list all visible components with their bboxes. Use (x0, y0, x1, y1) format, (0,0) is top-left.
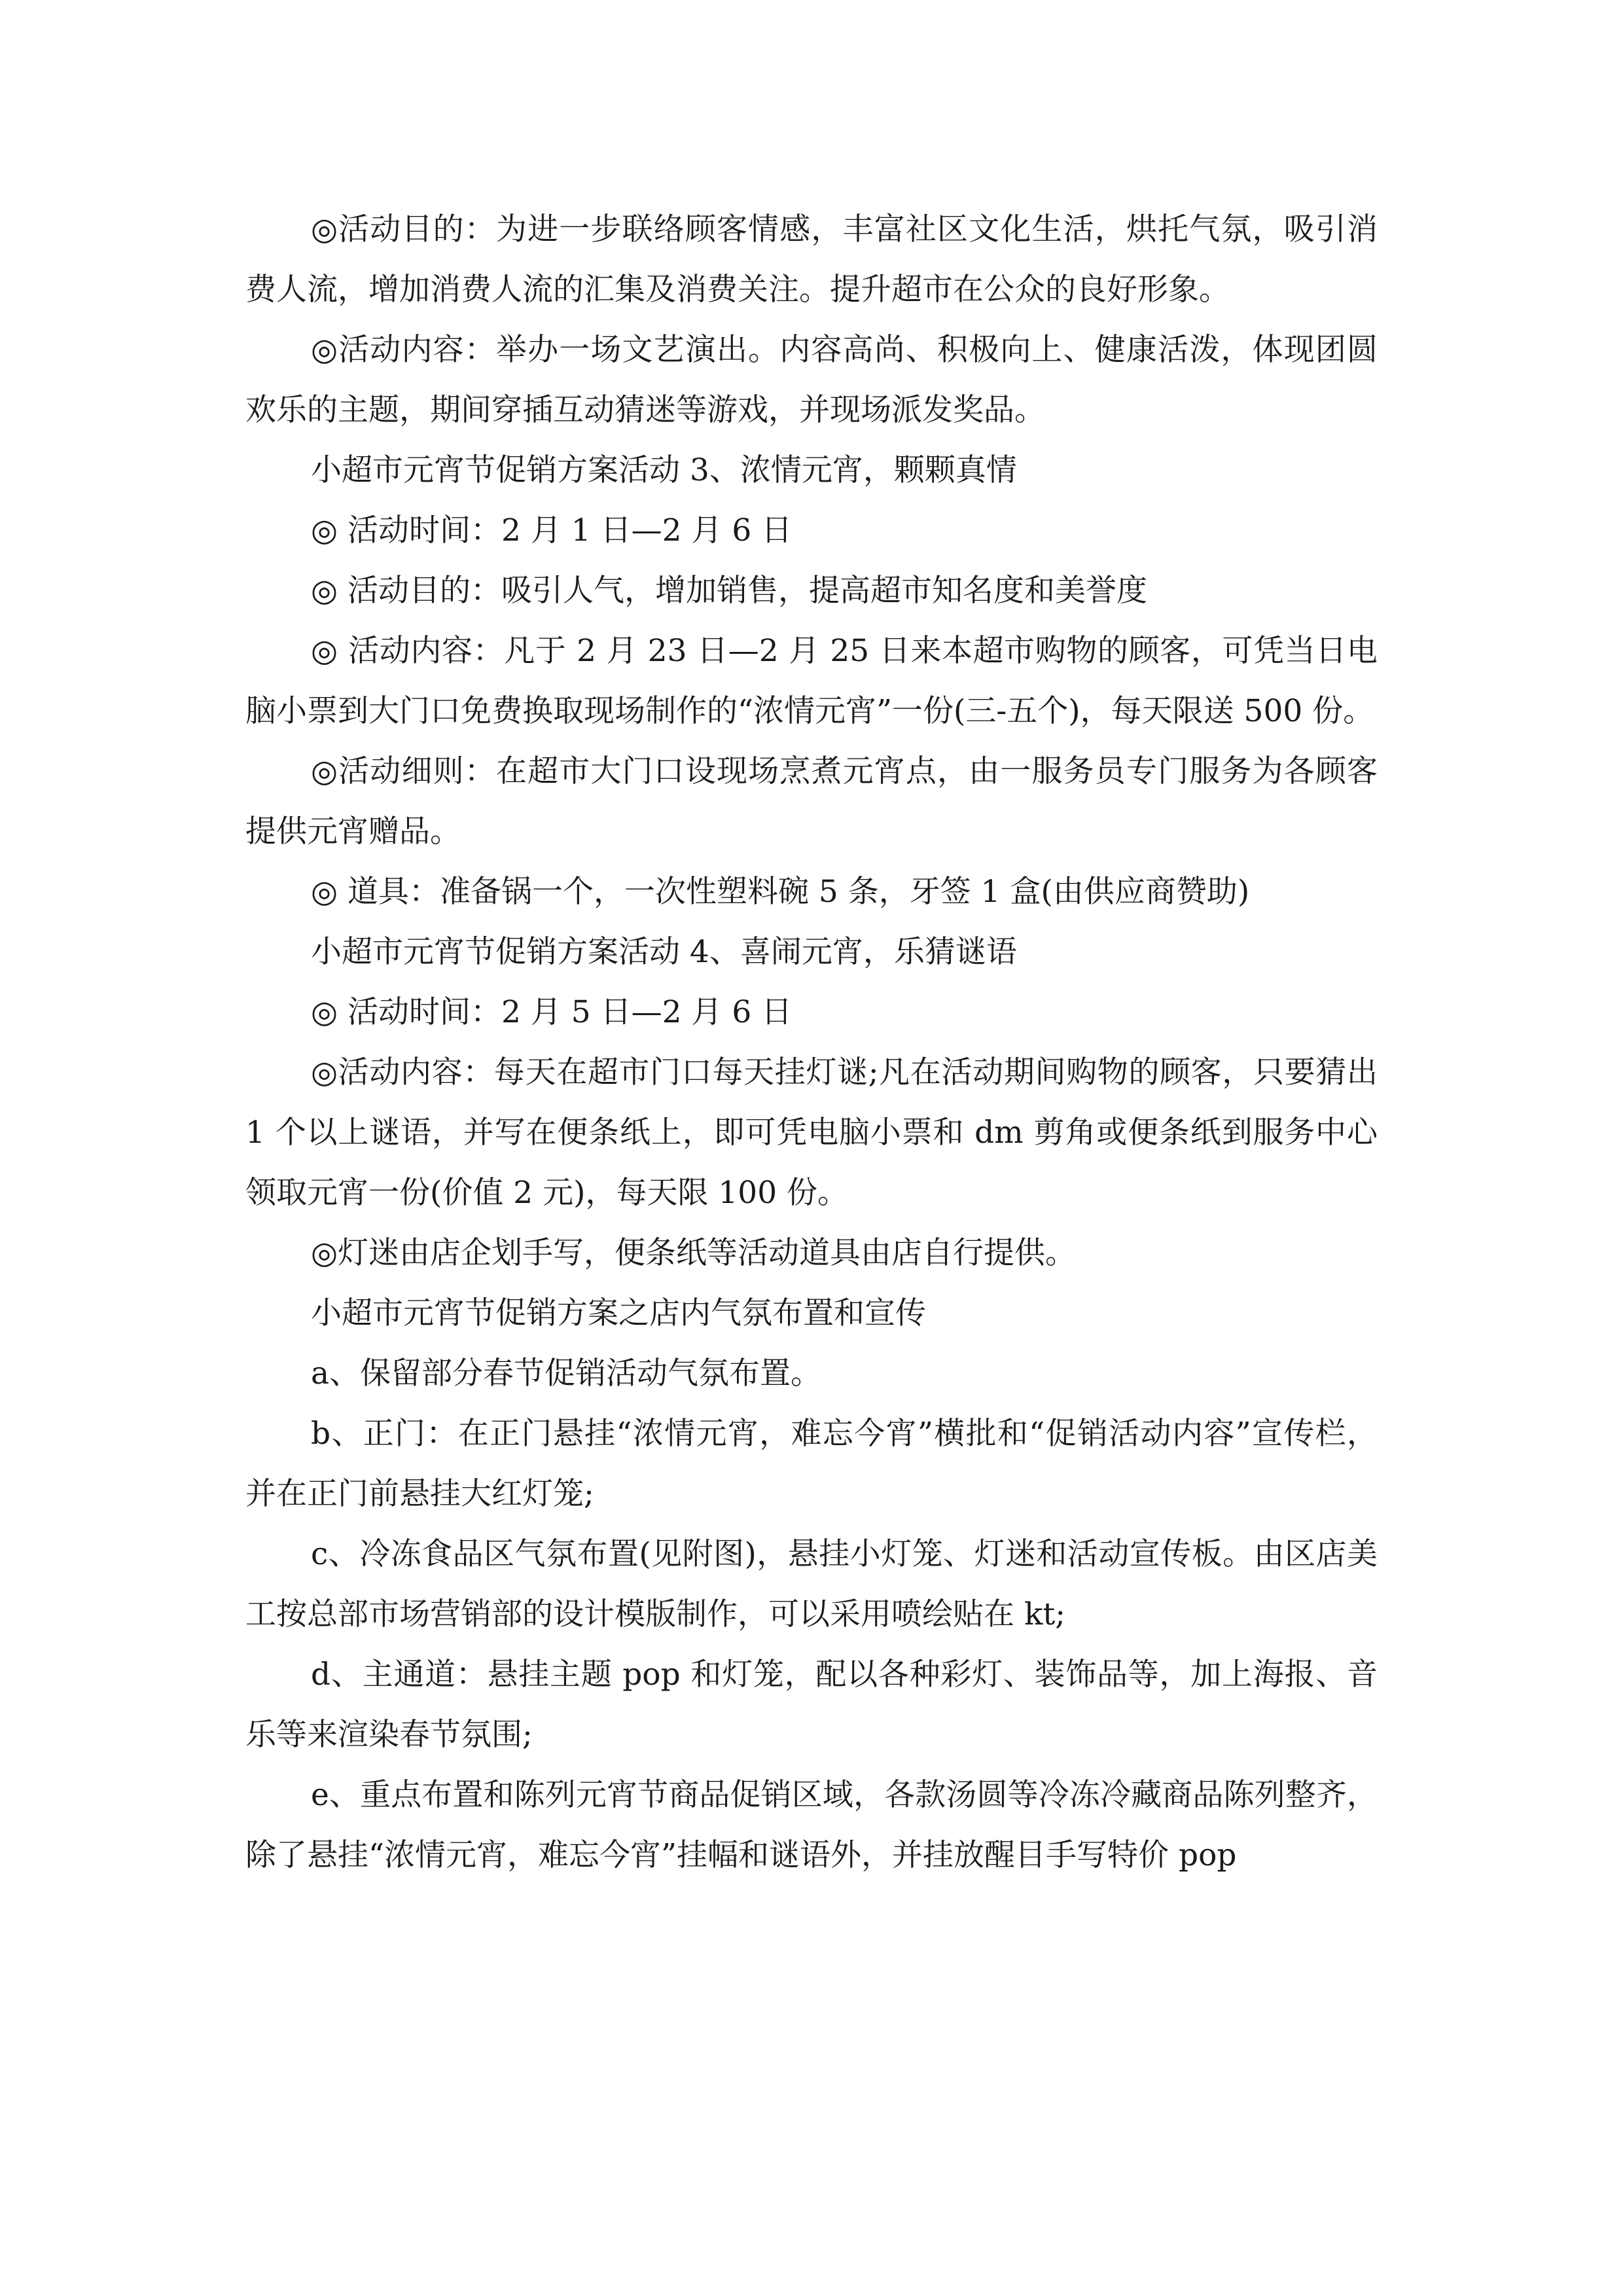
paragraph-activity-3-rules: ◎活动细则：在超市大门口设现场烹煮元宵点，由一服务员专门服务为各顾客提供元宵赠品。 (245, 753, 1378, 850)
paragraph-activity-purpose: ◎活动目的：为进一步联络顾客情感，丰富社区文化生活，烘托气氛，吸引消费人流，增加消费人流的汇集及消费关注。提升超市在公众的良好形象。 (245, 211, 1378, 308)
heading-activity-4: 小超市元宵节促销方案活动 4、喜闹元宵，乐猜谜语 (311, 934, 1017, 970)
heading-activity-3: 小超市元宵节促销方案活动 3、浓情元宵，颗颗真情 (311, 452, 1017, 488)
paragraph-activity-3-time: ◎ 活动时间：2 月 1 日—2 月 6 日 (311, 512, 793, 548)
paragraph-activity-4-note: ◎灯迷由店企划手写，便条纸等活动道具由店自行提供。 (311, 1235, 1077, 1271)
paragraph-activity-3-content: ◎ 活动内容：凡于 2 月 23 日—2 月 25 日来本超市购物的顾客，可凭当日电脑小票到大门口免费换取现场制作的“浓情元宵”一份(三-五个)，每天限送 500 份。 (245, 633, 1378, 729)
document-body (245, 200, 1378, 1886)
paragraph-activity-3-purpose: ◎ 活动目的：吸引人气，增加销售，提高超市知名度和美誉度 (311, 573, 1147, 609)
paragraph-activity-3-props: ◎ 道具：准备锅一个，一次性塑料碗 5 条，牙签 1 盒(由供应商赞助) (311, 874, 1250, 910)
heading-decoration: 小超市元宵节促销方案之店内气氛布置和宣传 (311, 1295, 926, 1331)
paragraph-decoration-e: e、重点布置和陈列元宵节商品促销区域，各款汤圆等冷冻冷藏商品陈列整齐，除了悬挂“浓情元宵，难忘今宵”挂幅和谜语外，并挂放醒目手写特价 pop (245, 1777, 1378, 1873)
paragraph-decoration-a: a、保留部分春节促销活动气氛布置。 (311, 1355, 822, 1391)
paragraph-activity-4-time: ◎ 活动时间：2 月 5 日—2 月 6 日 (311, 994, 793, 1030)
paragraph-activity-content: ◎活动内容：举办一场文艺演出。内容高尚、积极向上、健康活泼，体现团圆欢乐的主题，期间穿插互动猜迷等游戏，并现场派发奖品。 (245, 332, 1378, 428)
paragraph-activity-4-content: ◎活动内容：每天在超市门口每天挂灯谜;凡在活动期间购物的顾客，只要猜出 1 个以上谜语，并写在便条纸上，即可凭电脑小票和 dm 剪角或便条纸到服务中心领取元宵一份(价值 2 元)，每天限 100 份。 (245, 1054, 1378, 1211)
paragraph-decoration-b: b、正门：在正门悬挂“浓情元宵，难忘今宵”横批和“促销活动内容”宣传栏，并在正门前悬挂大红灯笼; (245, 1416, 1378, 1512)
paragraph-decoration-d: d、主通道：悬挂主题 pop 和灯笼，配以各种彩灯、装饰品等，加上海报、音乐等来渲染春节氛围; (245, 1657, 1378, 1753)
paragraph-decoration-c: c、冷冻食品区气氛布置(见附图)，悬挂小灯笼、灯迷和活动宣传板。由区店美工按总部市场营销部的设计模版制作，可以采用喷绘贴在 kt; (245, 1536, 1378, 1632)
